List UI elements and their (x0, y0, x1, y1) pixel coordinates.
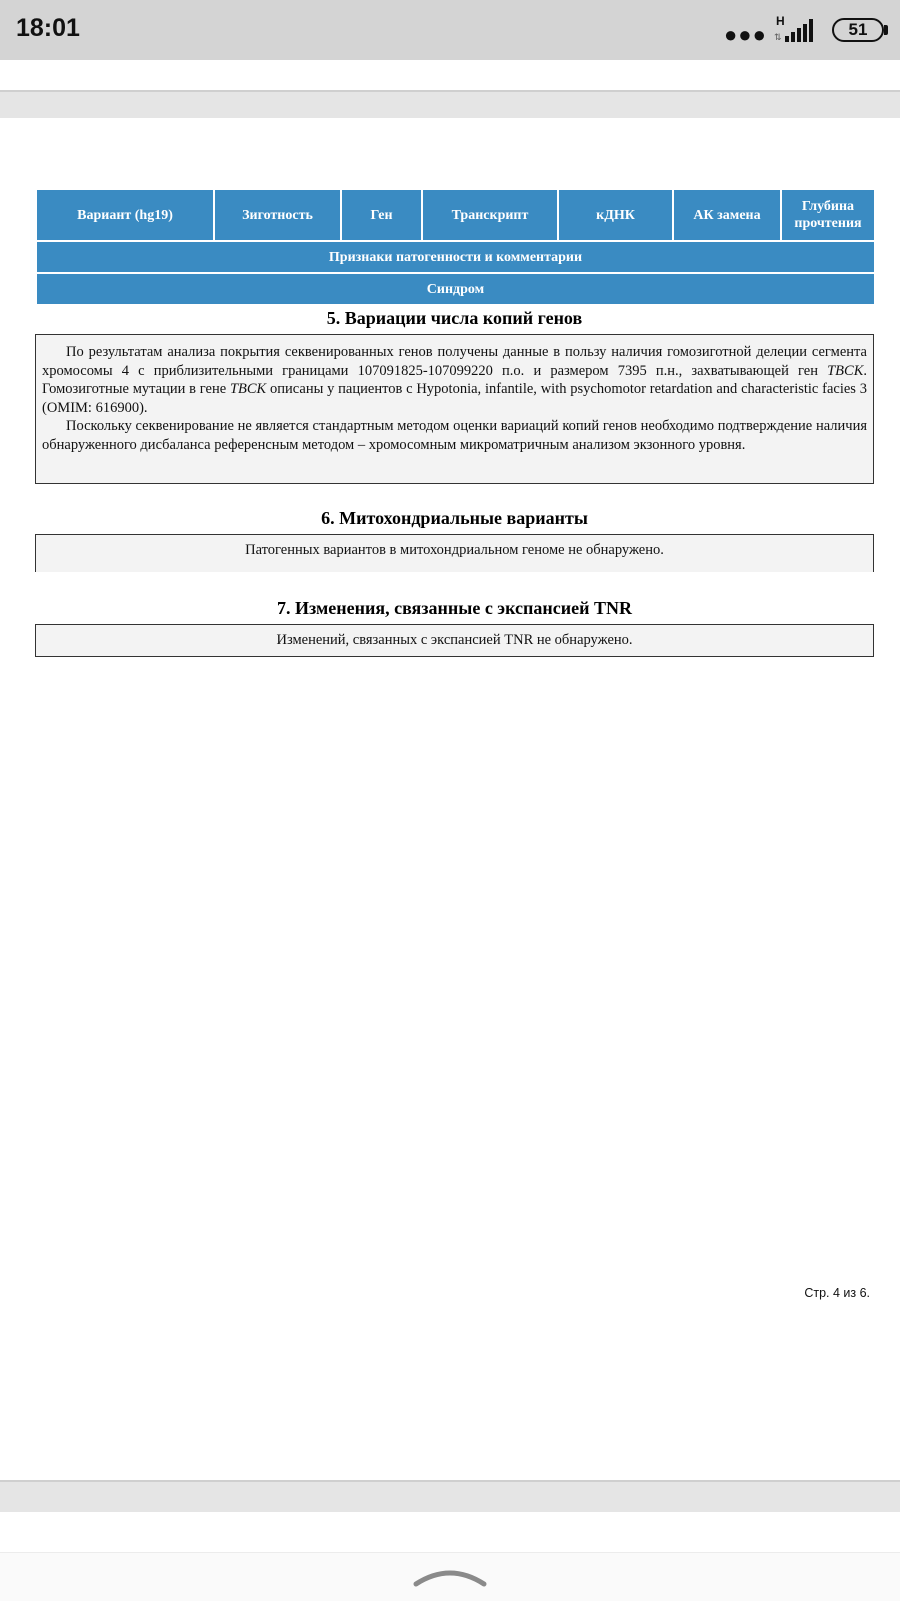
page-number: Стр. 4 из 6. (804, 1286, 870, 1300)
header-syndrome: Синдром (36, 273, 875, 305)
section-7-box (35, 624, 874, 657)
section-5-paragraph-2: Поскольку секвенирование не является стандартным методом оценки вариаций копий генов необходимо подтверждение наличия обнаруженного дисбаланса референсным методом – хромосомным микроматричным анализом экзонного уровня. (42, 418, 867, 453)
section-7-title: 7. Изменения, связанные с экспансией TNR (277, 598, 632, 618)
status-time: 18:01 (16, 14, 80, 42)
notification-dots-icon: ●●● (724, 22, 767, 47)
col-header-aa-change: АК замена (673, 189, 781, 241)
section-5-paragraph-1: По результатам анализа покрытия секвенированных генов получены данные в пользу наличия гомозиготной делеции сегмента хромосомы 4 с приблизительными границами 107091825-107099220 п.о. и размером 7395 п.н., захватывающей ген TBCK. Гомозиготные мутации в гене TBCK описаны у пациентов с Hypotonia, infantile, with psychomotor retardation and characteristic facies 3 (OMIM: 616900). (42, 344, 867, 416)
header-pathogenicity-comments: Признаки патогенности и комментарии (36, 241, 875, 273)
section-5-divider (35, 483, 874, 484)
gene-name-tbck: TBCK (229, 381, 267, 397)
section-6-text: Патогенных вариантов в митохондриальном геноме не обнаружено. (245, 542, 664, 558)
section-5-box (35, 334, 874, 484)
col-header-cdna: кДНК (558, 189, 673, 241)
chevron-up-icon[interactable] (412, 1560, 488, 1590)
section-6-title: 6. Митохондриальные варианты (321, 508, 588, 528)
col-header-read-depth: Глубина прочтения (781, 189, 875, 241)
col-header-variant: Вариант (hg19) (36, 189, 214, 241)
network-type-label: H (776, 14, 785, 28)
section-5-title: 5. Вариации числа копий генов (326, 308, 583, 328)
col-header-gene: Ген (341, 189, 422, 241)
section-6-box (35, 534, 874, 572)
col-header-zygosity: Зиготность (214, 189, 341, 241)
battery-cap (884, 25, 888, 35)
variants-header-table (35, 188, 876, 306)
section-7-text: Изменений, связанных с экспансией TNR не обнаружено. (276, 632, 633, 648)
gene-name-tbck: TBCK (827, 362, 864, 379)
svg-text:⇅: ⇅ (774, 32, 782, 42)
status-bar (0, 0, 900, 60)
signal-strength-icon (770, 14, 820, 44)
battery-icon: 51 (832, 18, 884, 42)
col-header-transcript: Транскрипт (422, 189, 558, 241)
page-separator-top (0, 90, 900, 120)
page-separator-bottom (0, 1480, 900, 1512)
document-page[interactable] (0, 118, 900, 1480)
